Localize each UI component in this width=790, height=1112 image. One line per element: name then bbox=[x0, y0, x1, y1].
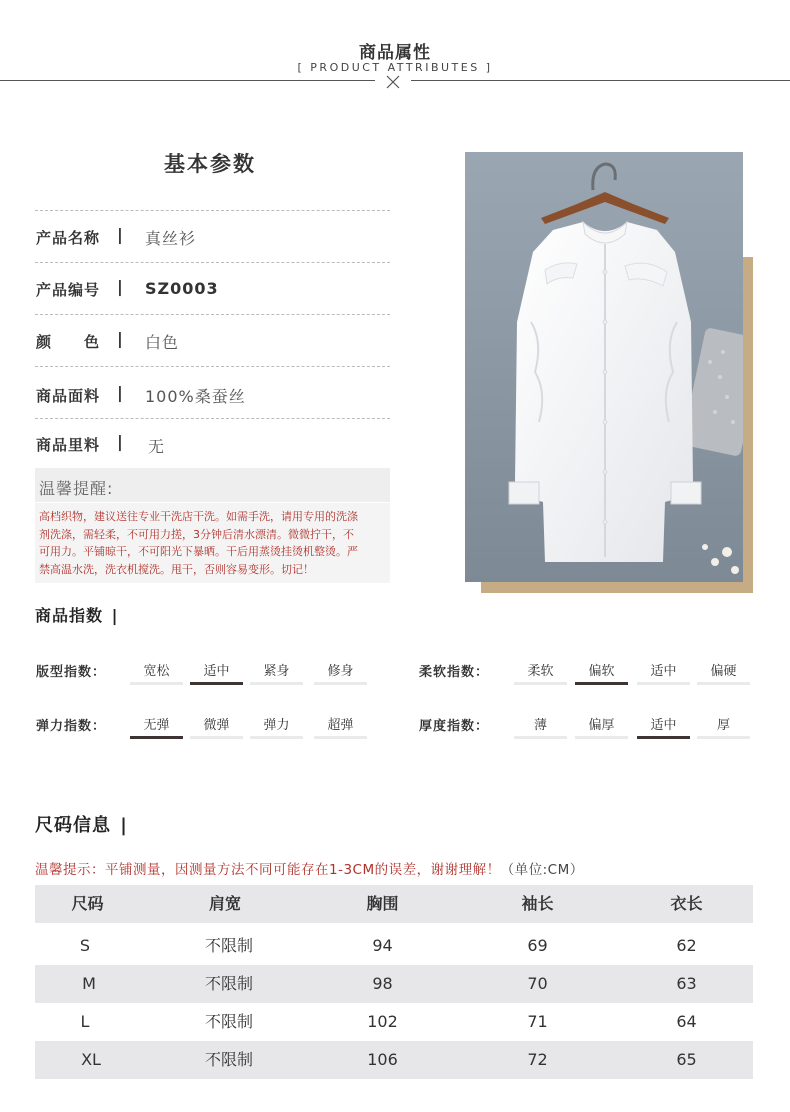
cell-shoulder: 不限制 bbox=[204, 974, 253, 993]
index-title-text: 商品指数 bbox=[35, 606, 104, 625]
cell-sleeve: 69 bbox=[527, 936, 548, 955]
index-option-bar bbox=[190, 736, 243, 739]
col-header: 袖长 bbox=[521, 894, 554, 913]
cell-chest: 94 bbox=[372, 936, 393, 955]
size-note-text: 温馨提示：平铺测量，因测量方法不同可能存在1-3CM的误差，谢谢理解！ bbox=[35, 862, 501, 878]
notice-label: 温馨提醒: bbox=[39, 479, 114, 498]
index-option-bar-selected bbox=[575, 682, 628, 685]
index-option: 偏硬 bbox=[710, 664, 737, 679]
index-option: 修身 bbox=[327, 664, 354, 679]
index-option-selected: 无弹 bbox=[143, 718, 170, 733]
param-value-code: SZ0003 bbox=[145, 279, 219, 298]
index-option-bar bbox=[130, 682, 183, 685]
index-option-bar bbox=[314, 682, 367, 685]
index-option: 柔软 bbox=[527, 664, 554, 679]
param-label-name: 产品名称 bbox=[36, 229, 101, 247]
param-separator: | bbox=[117, 225, 123, 244]
size-section-title bbox=[35, 811, 128, 837]
index-label-fit: 版型指数： bbox=[36, 665, 107, 680]
index-option-bar bbox=[637, 682, 690, 685]
param-label-color: 颜 色 bbox=[36, 333, 101, 351]
care-line: 可用力。平铺晾干，不可阳光下暴晒。干后用蒸烫挂烫机整烫。严 bbox=[39, 545, 358, 558]
size-table-header bbox=[35, 885, 753, 923]
index-option-bar-selected bbox=[190, 682, 243, 685]
index-option-bar bbox=[514, 736, 567, 739]
index-option: 宽松 bbox=[143, 664, 170, 679]
row-divider bbox=[35, 418, 390, 419]
param-label-code: 产品编号 bbox=[36, 281, 101, 299]
table-row bbox=[35, 1003, 753, 1041]
cell-length: 63 bbox=[676, 974, 697, 993]
cell-shoulder: 不限制 bbox=[204, 936, 253, 955]
index-option: 厚 bbox=[716, 718, 730, 733]
row-divider bbox=[35, 210, 390, 211]
cell-shoulder: 不限制 bbox=[204, 1012, 253, 1031]
param-separator: | bbox=[117, 432, 123, 451]
size-title-text: 尺码信息 bbox=[35, 815, 111, 836]
index-option-bar bbox=[250, 736, 303, 739]
col-header: 肩宽 bbox=[208, 894, 241, 913]
param-label-fabric: 商品面料 bbox=[36, 387, 101, 405]
header-divider-right bbox=[411, 80, 790, 81]
index-label-thickness: 厚度指数： bbox=[419, 719, 490, 734]
cell-size: M bbox=[82, 974, 96, 993]
cell-length: 62 bbox=[676, 936, 697, 955]
index-option-bar bbox=[575, 736, 628, 739]
table-row bbox=[35, 927, 753, 965]
index-option-bar bbox=[250, 682, 303, 685]
index-option-bar bbox=[697, 736, 750, 739]
index-option: 适中 bbox=[650, 664, 677, 679]
index-label-elasticity: 弹力指数： bbox=[36, 719, 107, 734]
cell-chest: 106 bbox=[367, 1050, 398, 1069]
cell-shoulder: 不限制 bbox=[204, 1050, 253, 1069]
index-option: 薄 bbox=[533, 718, 547, 733]
param-value-lining: 无 bbox=[148, 437, 166, 456]
row-divider bbox=[35, 366, 390, 367]
title-separator: | bbox=[111, 606, 119, 625]
index-option: 偏厚 bbox=[588, 718, 615, 733]
table-row bbox=[35, 965, 753, 1003]
index-option: 弹力 bbox=[263, 718, 290, 733]
title-separator: | bbox=[120, 815, 128, 836]
size-measure-note bbox=[35, 858, 584, 878]
row-divider bbox=[35, 314, 390, 315]
param-value-fabric: 100%桑蚕丝 bbox=[145, 387, 246, 406]
col-header: 衣长 bbox=[670, 894, 703, 913]
care-line: 禁高温水洗，洗衣机搅洗。甩干，否则容易变形。切记！ bbox=[39, 562, 314, 576]
cell-length: 64 bbox=[676, 1012, 697, 1031]
cell-length: 65 bbox=[676, 1050, 697, 1069]
section-subtitle-attributes: [ PRODUCT ATTRIBUTES ] bbox=[297, 61, 493, 74]
care-instructions bbox=[39, 508, 389, 578]
section-title-attributes: 商品属性 bbox=[359, 43, 431, 63]
index-option-bar bbox=[514, 682, 567, 685]
cell-size: XL bbox=[81, 1050, 101, 1069]
index-option: 紧身 bbox=[263, 664, 290, 679]
header-divider-left bbox=[0, 80, 375, 81]
cell-chest: 102 bbox=[367, 1012, 398, 1031]
cell-sleeve: 71 bbox=[527, 1012, 548, 1031]
index-option-bar-selected bbox=[130, 736, 183, 739]
index-option-bar bbox=[314, 736, 367, 739]
size-unit: （单位:CM） bbox=[500, 862, 584, 878]
index-option: 微弹 bbox=[203, 718, 230, 733]
param-separator: | bbox=[117, 277, 123, 296]
cell-size: S bbox=[79, 936, 91, 955]
param-value-color: 白色 bbox=[145, 333, 180, 352]
basic-params-title: 基本参数 bbox=[164, 152, 256, 176]
param-separator: | bbox=[117, 383, 123, 402]
care-line: 剂洗涤，需轻柔，不可用力搓，3分钟后清水漂清。微微拧干，不 bbox=[39, 527, 354, 541]
index-section-title bbox=[35, 603, 118, 626]
cell-sleeve: 72 bbox=[527, 1050, 548, 1069]
index-option: 超弹 bbox=[327, 718, 354, 733]
cell-size: L bbox=[80, 1012, 90, 1031]
cell-sleeve: 70 bbox=[527, 974, 548, 993]
index-option-selected: 偏软 bbox=[588, 664, 615, 679]
product-photo bbox=[465, 152, 743, 582]
param-value-name: 真丝衫 bbox=[145, 229, 197, 248]
table-row bbox=[35, 1041, 753, 1079]
cross-ornament-icon bbox=[386, 75, 400, 89]
index-option-bar bbox=[697, 682, 750, 685]
param-label-lining: 商品里料 bbox=[36, 436, 101, 454]
index-label-softness: 柔软指数： bbox=[419, 665, 490, 680]
blouse-illustration-icon bbox=[465, 152, 743, 582]
index-option-bar-selected bbox=[637, 736, 690, 739]
param-separator: | bbox=[117, 329, 123, 348]
care-line: 高档织物，建议送往专业干洗店干洗。如需手洗，请用专用的洗涤 bbox=[39, 510, 358, 523]
col-header: 胸围 bbox=[366, 894, 399, 913]
col-header: 尺码 bbox=[71, 894, 104, 913]
index-option-selected: 适中 bbox=[203, 664, 230, 679]
row-divider bbox=[35, 262, 390, 263]
index-option-selected: 适中 bbox=[650, 718, 677, 733]
cell-chest: 98 bbox=[372, 974, 393, 993]
